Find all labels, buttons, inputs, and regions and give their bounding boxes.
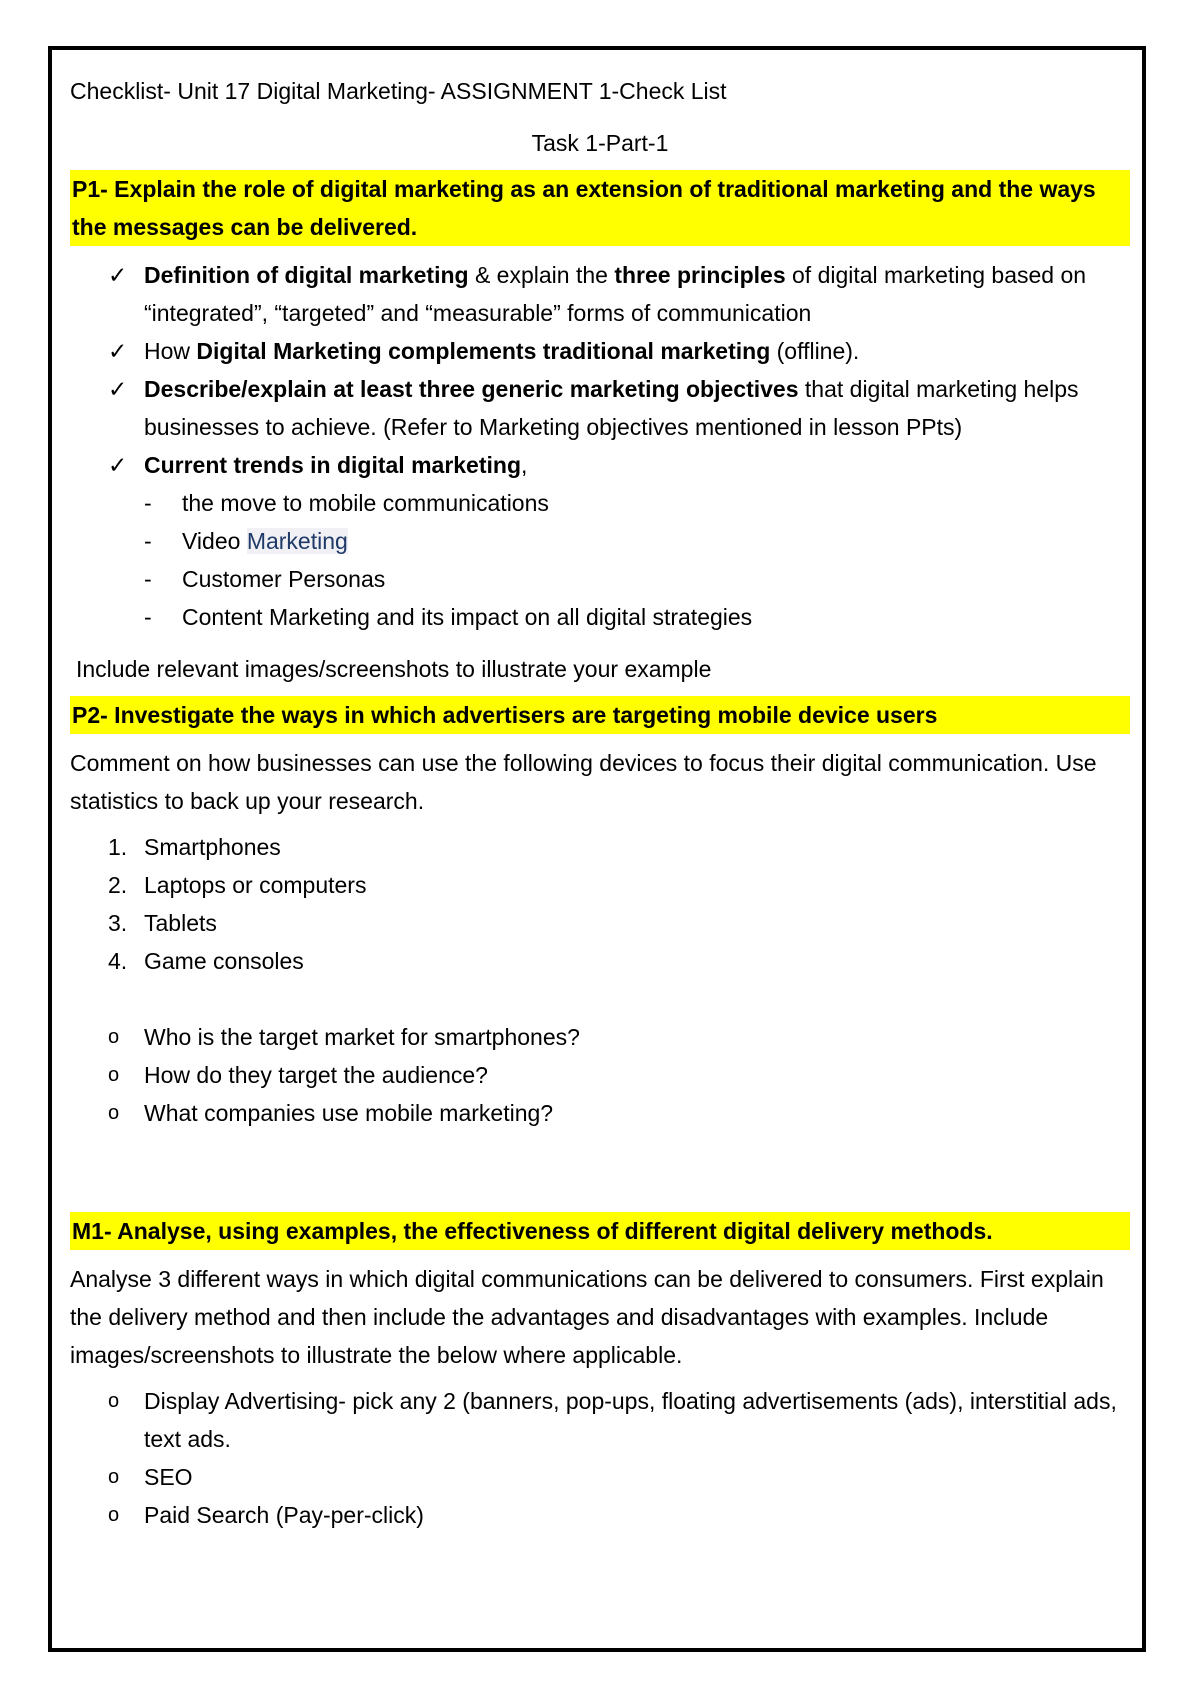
m1-intro: Analyse 3 different ways in which digital communications can be delivered to consumers. First explain the delivery method and then include the advantages and disadvantages with examples. Include images/screenshots to illustrate the below where applicable.: [70, 1266, 1104, 1368]
question-label: How do they target the audience?: [144, 1062, 488, 1088]
p1-item4-text: ,: [521, 452, 528, 478]
document-title: Checklist- Unit 17 Digital Marketing- ASSIGNMENT 1-Check List: [70, 78, 727, 104]
p2-question-list: [70, 1018, 1130, 1132]
check-icon: ✓: [108, 452, 128, 478]
trend-label-highlight: Marketing: [246, 528, 348, 554]
circle-bullet-icon: o: [108, 1102, 120, 1124]
p1-item1-bold-a: Definition of digital marketing: [144, 262, 469, 288]
list-item: [70, 1458, 1130, 1496]
list-item: [70, 1094, 1130, 1132]
list-number: 4.: [108, 948, 128, 974]
circle-bullet-icon: o: [108, 1504, 120, 1526]
document-subtitle: Task 1-Part-1: [531, 130, 669, 156]
p1-check-item-4: [70, 446, 1130, 484]
list-item: [70, 866, 1130, 904]
dash-icon: -: [144, 604, 152, 630]
p1-item1-text-a: & explain the: [468, 262, 615, 288]
trend-label: Content Marketing and its impact on all digital strategies: [182, 604, 753, 630]
list-number: 3.: [108, 910, 128, 936]
spacer: [70, 980, 1130, 1018]
method-label: Display Advertising- pick any 2 (banners, pop-ups, floating advertisements (ads), interstitial ads, text ads.: [144, 1388, 1117, 1452]
list-number: 1.: [108, 834, 128, 860]
p1-item1-bold-b: three principles: [614, 262, 786, 288]
trend-label: Customer Personas: [182, 566, 386, 592]
p1-item2-text-a: How: [144, 338, 197, 364]
circle-bullet-icon: o: [108, 1390, 120, 1412]
list-item: [70, 828, 1130, 866]
p1-item2-bold: Digital Marketing complements traditional marketing: [196, 338, 771, 364]
list-item: [70, 560, 1130, 598]
p1-check-item-3: [70, 370, 1130, 446]
p1-item1-text-b: of digital marketing based on “integrated”, “targeted” and “measurable” forms of communication: [144, 262, 1087, 326]
list-number: 2.: [108, 872, 128, 898]
circle-bullet-icon: o: [108, 1466, 120, 1488]
trend-label: the move to mobile communications: [182, 490, 549, 516]
p1-item4-bold: Current trends in digital marketing: [144, 452, 521, 478]
list-item: [70, 598, 1130, 636]
device-label: Smartphones: [144, 834, 281, 860]
trend-label: Video: [182, 528, 247, 554]
list-item: [70, 904, 1130, 942]
spacer: [70, 1132, 1130, 1204]
check-icon: ✓: [108, 338, 128, 364]
dash-icon: -: [144, 566, 152, 592]
list-item: [70, 1382, 1130, 1458]
device-label: Laptops or computers: [144, 872, 367, 898]
p1-item3-bold: Describe/explain at least three generic marketing objectives: [144, 376, 799, 402]
list-item: [70, 1018, 1130, 1056]
question-label: Who is the target market for smartphones?: [144, 1024, 580, 1050]
p2-intro: Comment on how businesses can use the following devices to focus their digital communication. Use statistics to back up your research.: [70, 750, 1097, 814]
method-label: Paid Search (Pay-per-click): [144, 1502, 424, 1528]
question-label: What companies use mobile marketing?: [144, 1100, 554, 1126]
m1-method-list: [70, 1382, 1130, 1534]
check-icon: ✓: [108, 262, 128, 288]
p1-item3-text: that digital marketing helps businesses to achieve. (Refer to Marketing objectives mentioned in lesson PPts): [144, 376, 1079, 440]
p1-check-item-1: [70, 256, 1130, 332]
p1-check-item-2: [70, 332, 1130, 370]
m1-heading: M1- Analyse, using examples, the effectiveness of different digital delivery methods.: [70, 1212, 1130, 1250]
p2-heading: P2- Investigate the ways in which advertisers are targeting mobile device users: [70, 696, 1130, 734]
device-label: Game consoles: [144, 948, 304, 974]
p2-device-list: [70, 828, 1130, 980]
p1-checklist: [70, 256, 1130, 484]
dash-icon: -: [144, 490, 152, 516]
circle-bullet-icon: o: [108, 1064, 120, 1086]
p1-trends-list: [70, 484, 1130, 636]
list-item: [70, 484, 1130, 522]
method-label: SEO: [144, 1464, 193, 1490]
list-item: [70, 1056, 1130, 1094]
circle-bullet-icon: o: [108, 1026, 120, 1048]
document-content: [70, 72, 1130, 1534]
p1-item2-text-b: (offline).: [770, 338, 860, 364]
check-icon: ✓: [108, 376, 128, 402]
list-item: [70, 942, 1130, 980]
list-item: [70, 1496, 1130, 1534]
dash-icon: -: [144, 528, 152, 554]
p1-include-note: Include relevant images/screenshots to illustrate your example: [76, 656, 712, 682]
list-item: [70, 522, 1130, 560]
p1-heading: P1- Explain the role of digital marketing as an extension of traditional marketing and the ways the messages can be delivered.: [70, 170, 1130, 246]
device-label: Tablets: [144, 910, 217, 936]
